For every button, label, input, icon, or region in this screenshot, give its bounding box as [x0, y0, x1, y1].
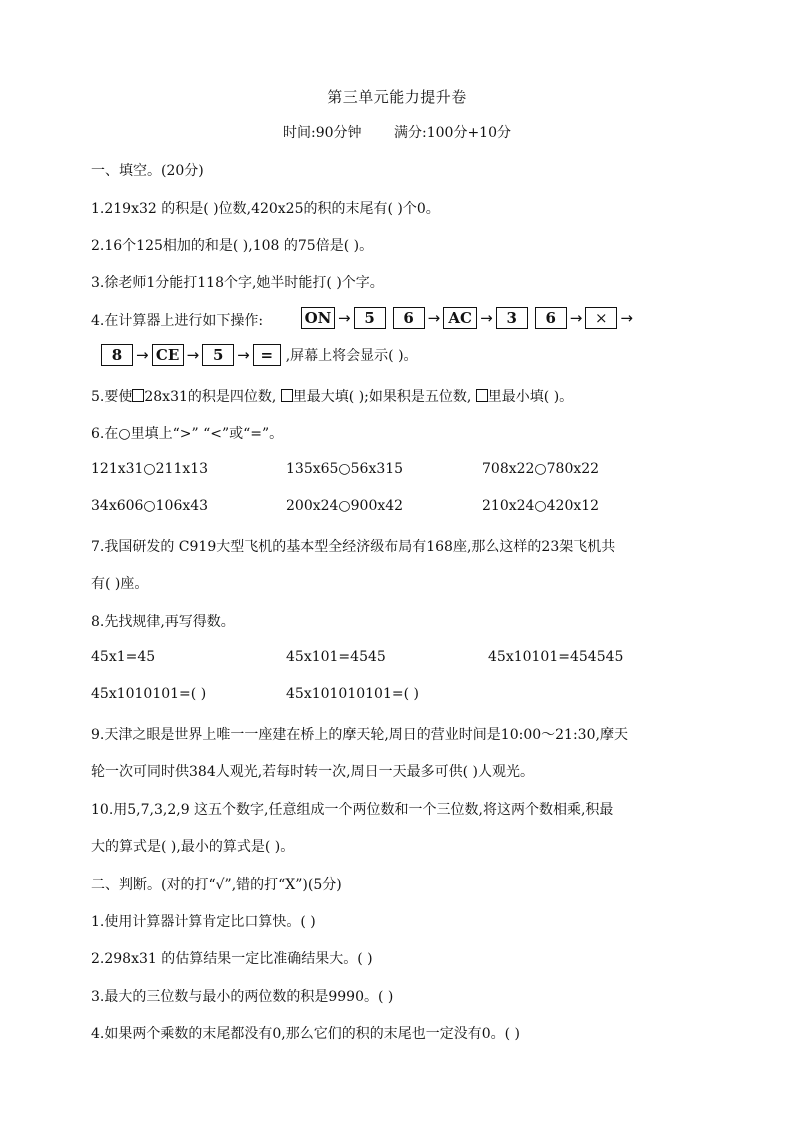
question-5-part-d: 里最小填( )。: [487, 389, 574, 405]
question-8: 8.先找规律,再写得数。: [91, 614, 235, 630]
blank-box-icon: [281, 389, 293, 402]
arrow-icon: →: [136, 346, 149, 364]
pattern-item: 45x10101=454545: [488, 649, 624, 665]
question-7-line-2: 有( )座。: [91, 576, 149, 592]
pattern-item: 45x101=4545: [286, 649, 386, 665]
calc-key-equals: =: [253, 344, 281, 366]
calculator-sequence-2: [100, 342, 418, 368]
section2-heading: 二、判断。(对的打“√”,错的打“X”)(5分): [91, 877, 342, 893]
compare-item: 135x65○56x315: [286, 461, 404, 477]
question-6: 6.在○里填上“>” “<”或“=”。: [91, 426, 284, 442]
question-7-line-1: 7.我国研发的 C919大型飞机的基本型全经济级布局有168座,那么这样的23架飞机共: [91, 539, 616, 555]
calc-key-8: 8: [101, 344, 133, 366]
compare-item: 210x24○420x12: [482, 498, 600, 514]
page-title: 第三单元能力提升卷: [327, 88, 467, 106]
judge-item-3: 3.最大的三位数与最小的两位数的积是9990。( ): [91, 989, 394, 1005]
calculator-sequence-1: [300, 305, 635, 331]
question-9-line-2: 轮一次可同时供384人观光,若每时转一次,周日一天最多可供( )人观光。: [91, 764, 534, 780]
full-score: 满分:100分+10分: [394, 125, 511, 141]
calc-key-5: 5: [202, 344, 234, 366]
arrow-icon: →: [186, 346, 200, 364]
question-2: 2.16个125相加的和是( ),108 的75倍是( )。: [91, 238, 374, 254]
judge-item-2: 2.298x31 的估算结果一定比准确结果大。( ): [91, 951, 373, 967]
question-10-line-1: 10.用5,7,3,2,9 这五个数字,任意组成一个两位数和一个三位数,将这两个数相乘,积最: [91, 802, 614, 818]
question-5-part-c: 里最大填( );如果积是五位数,: [292, 389, 472, 405]
arrow-icon: →: [480, 309, 493, 327]
question-10-line-2: 大的算式是( ),最小的算式是( )。: [91, 839, 295, 855]
calc-key-3: 3: [496, 307, 528, 329]
compare-item: 34x606○106x43: [91, 498, 209, 514]
blank-box-icon: [476, 389, 488, 402]
exam-info: [0, 122, 794, 142]
pattern-item: 45x101010101=( ): [286, 686, 419, 702]
time-limit: 时间:90分钟: [283, 125, 362, 141]
question-3: 3.徐老师1分能打118个字,她半时能打( )个字。: [91, 275, 384, 291]
calc-key-6: 6: [535, 307, 567, 329]
calc-key-on: ON: [301, 307, 335, 329]
arrow-icon: →: [620, 309, 633, 327]
pattern-item: 45x1010101=( ): [91, 686, 207, 702]
section1-heading: 一、填空。(20分): [91, 163, 204, 179]
calc-key-ac: AC: [443, 307, 477, 329]
question-9-line-1: 9.天津之眼是世界上唯一一座建在桥上的摩天轮,周日的营业时间是10:00～21:30,摩天: [91, 727, 628, 743]
arrow-icon: →: [569, 309, 583, 327]
question-5: [91, 386, 573, 406]
compare-item: 200x24○900x42: [286, 498, 404, 514]
judge-item-4: 4.如果两个乘数的末尾都没有0,那么它们的积的末尾也一定没有0。( ): [91, 1026, 520, 1042]
calc-key-ce: CE: [152, 344, 184, 366]
arrow-icon: →: [237, 346, 250, 364]
arrow-icon: →: [338, 309, 351, 327]
calc-key-5: 5: [354, 307, 386, 329]
question-4-suffix: ,屏幕上将会显示( )。: [285, 348, 418, 364]
question-1: 1.219x32 的积是( )位数,420x25的积的末尾有( )个0。: [91, 201, 440, 217]
judge-item-1: 1.使用计算器计算肯定比口算快。( ): [91, 914, 316, 930]
blank-box-icon: [132, 389, 144, 402]
arrow-icon: →: [427, 309, 441, 327]
calc-key-multiply: ×: [585, 307, 617, 329]
pattern-item: 45x1=45: [91, 649, 156, 665]
compare-item: 708x22○780x22: [482, 461, 600, 477]
question-5-part-a: 5.要使: [91, 389, 133, 405]
question-5-part-b: 28x31的积是四位数,: [144, 389, 277, 405]
calc-key-6: 6: [393, 307, 425, 329]
compare-item: 121x31○211x13: [91, 461, 209, 477]
question-4-prefix: 4.在计算器上进行如下操作:: [91, 313, 264, 329]
